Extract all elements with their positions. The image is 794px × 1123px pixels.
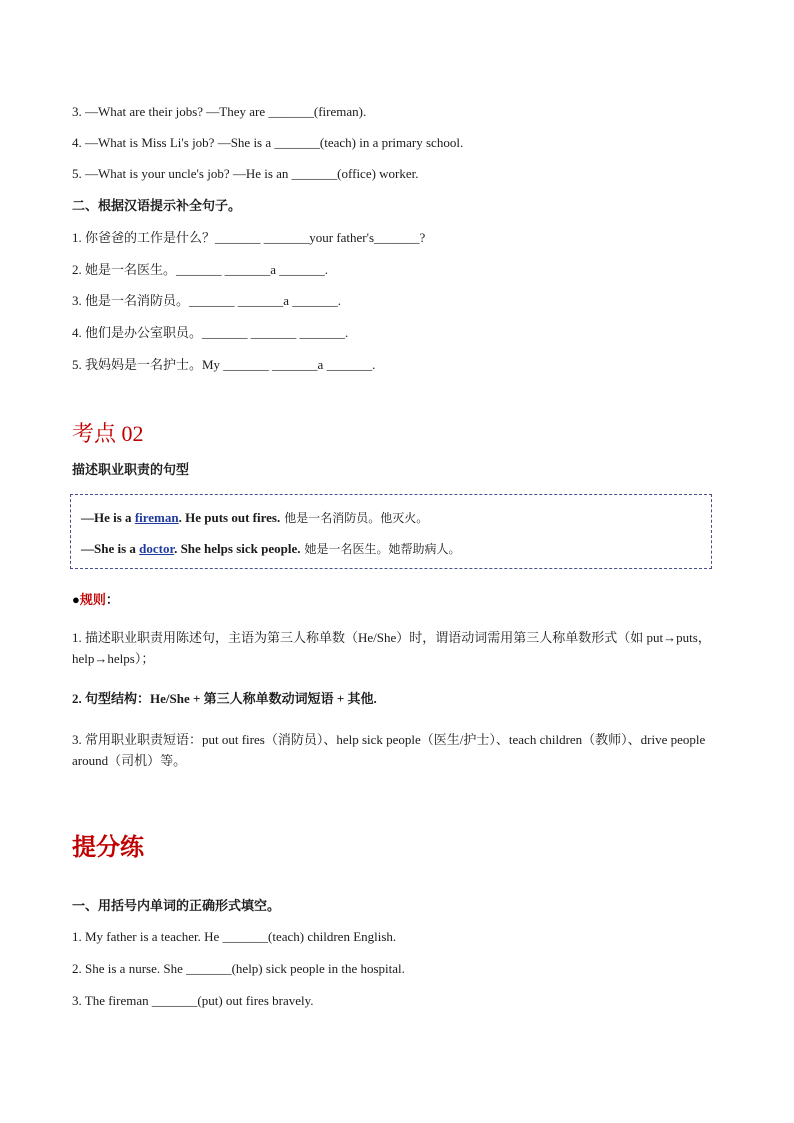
rule-label: 规则 <box>79 592 106 607</box>
translation-item-5: 5. 我妈妈是一名护士。My _______ _______a _______. <box>72 357 376 372</box>
rule-item-1: 1. 描述职业职责用陈述句，主语为第三人称单数（He/She）时，谓语动词需用第三人称单数形式（如 put→puts，help→helps）； <box>72 630 711 666</box>
example-line-2 <box>81 540 461 557</box>
example-2-keyword: doctor <box>139 541 175 556</box>
translation-item-1: 1. 你爸爸的工作是什么？_______ _______your father's_______? <box>72 230 426 245</box>
exercise-item-3: 3. —What are their jobs? —They are _______(fireman). <box>72 104 367 119</box>
practice-title: 提分练 <box>72 835 144 861</box>
rule-heading <box>72 589 119 608</box>
translation-item-3: 3. 他是一名消防员。_______ _______a _______. <box>72 293 342 308</box>
exercise-item-5: 5. —What is your uncle's job? —He is an _______(office) worker. <box>72 166 419 181</box>
example-1-keyword: fireman <box>134 510 179 525</box>
example-box <box>70 494 712 569</box>
practice-item-1: 1. My father is a teacher. He _______(teach) children English. <box>72 929 397 944</box>
example-2-chinese: 她是一名医生。她帮助病人。 <box>304 542 461 556</box>
example-1-suffix: . He puts out fires. <box>178 510 281 525</box>
example-1-prefix: —He is a <box>81 510 135 525</box>
kaodian-subtitle: 描述职业职责的句型 <box>72 462 190 477</box>
bullet-icon: ● <box>72 592 80 607</box>
example-2-prefix: —She is a <box>81 541 140 556</box>
rule-colon: ： <box>105 592 119 607</box>
practice-heading: 一、用括号内单词的正确形式填空。 <box>72 898 281 913</box>
rule-item-2: 2. 句型结构：He/She + 第三人称单数动词短语 + 其他. <box>72 691 377 706</box>
example-2-suffix: . She helps sick people. <box>174 541 301 556</box>
kaodian-title: 考点 02 <box>72 421 144 446</box>
practice-item-2: 2. She is a nurse. She _______(help) sick people in the hospital. <box>72 961 405 976</box>
exercise-item-4: 4. —What is Miss Li's job? —She is a _______(teach) in a primary school. <box>72 135 464 150</box>
translation-item-2: 2. 她是一名医生。_______ _______a _______. <box>72 262 329 277</box>
practice-item-3: 3. The fireman _______(put) out fires bravely. <box>72 993 314 1008</box>
example-line-1 <box>81 509 428 526</box>
rule-item-3: 3. 常用职业职责短语：put out fires（消防员）、help sick people（医生/护士）、teach children（教师）、drive people around（司机）等。 <box>72 732 706 768</box>
translation-item-4: 4. 他们是办公室职员。_______ _______ _______. <box>72 325 349 340</box>
section-heading-2: 二、根据汉语提示补全句子。 <box>72 198 242 213</box>
example-1-chinese: 他是一名消防员。他灭火。 <box>284 511 429 525</box>
